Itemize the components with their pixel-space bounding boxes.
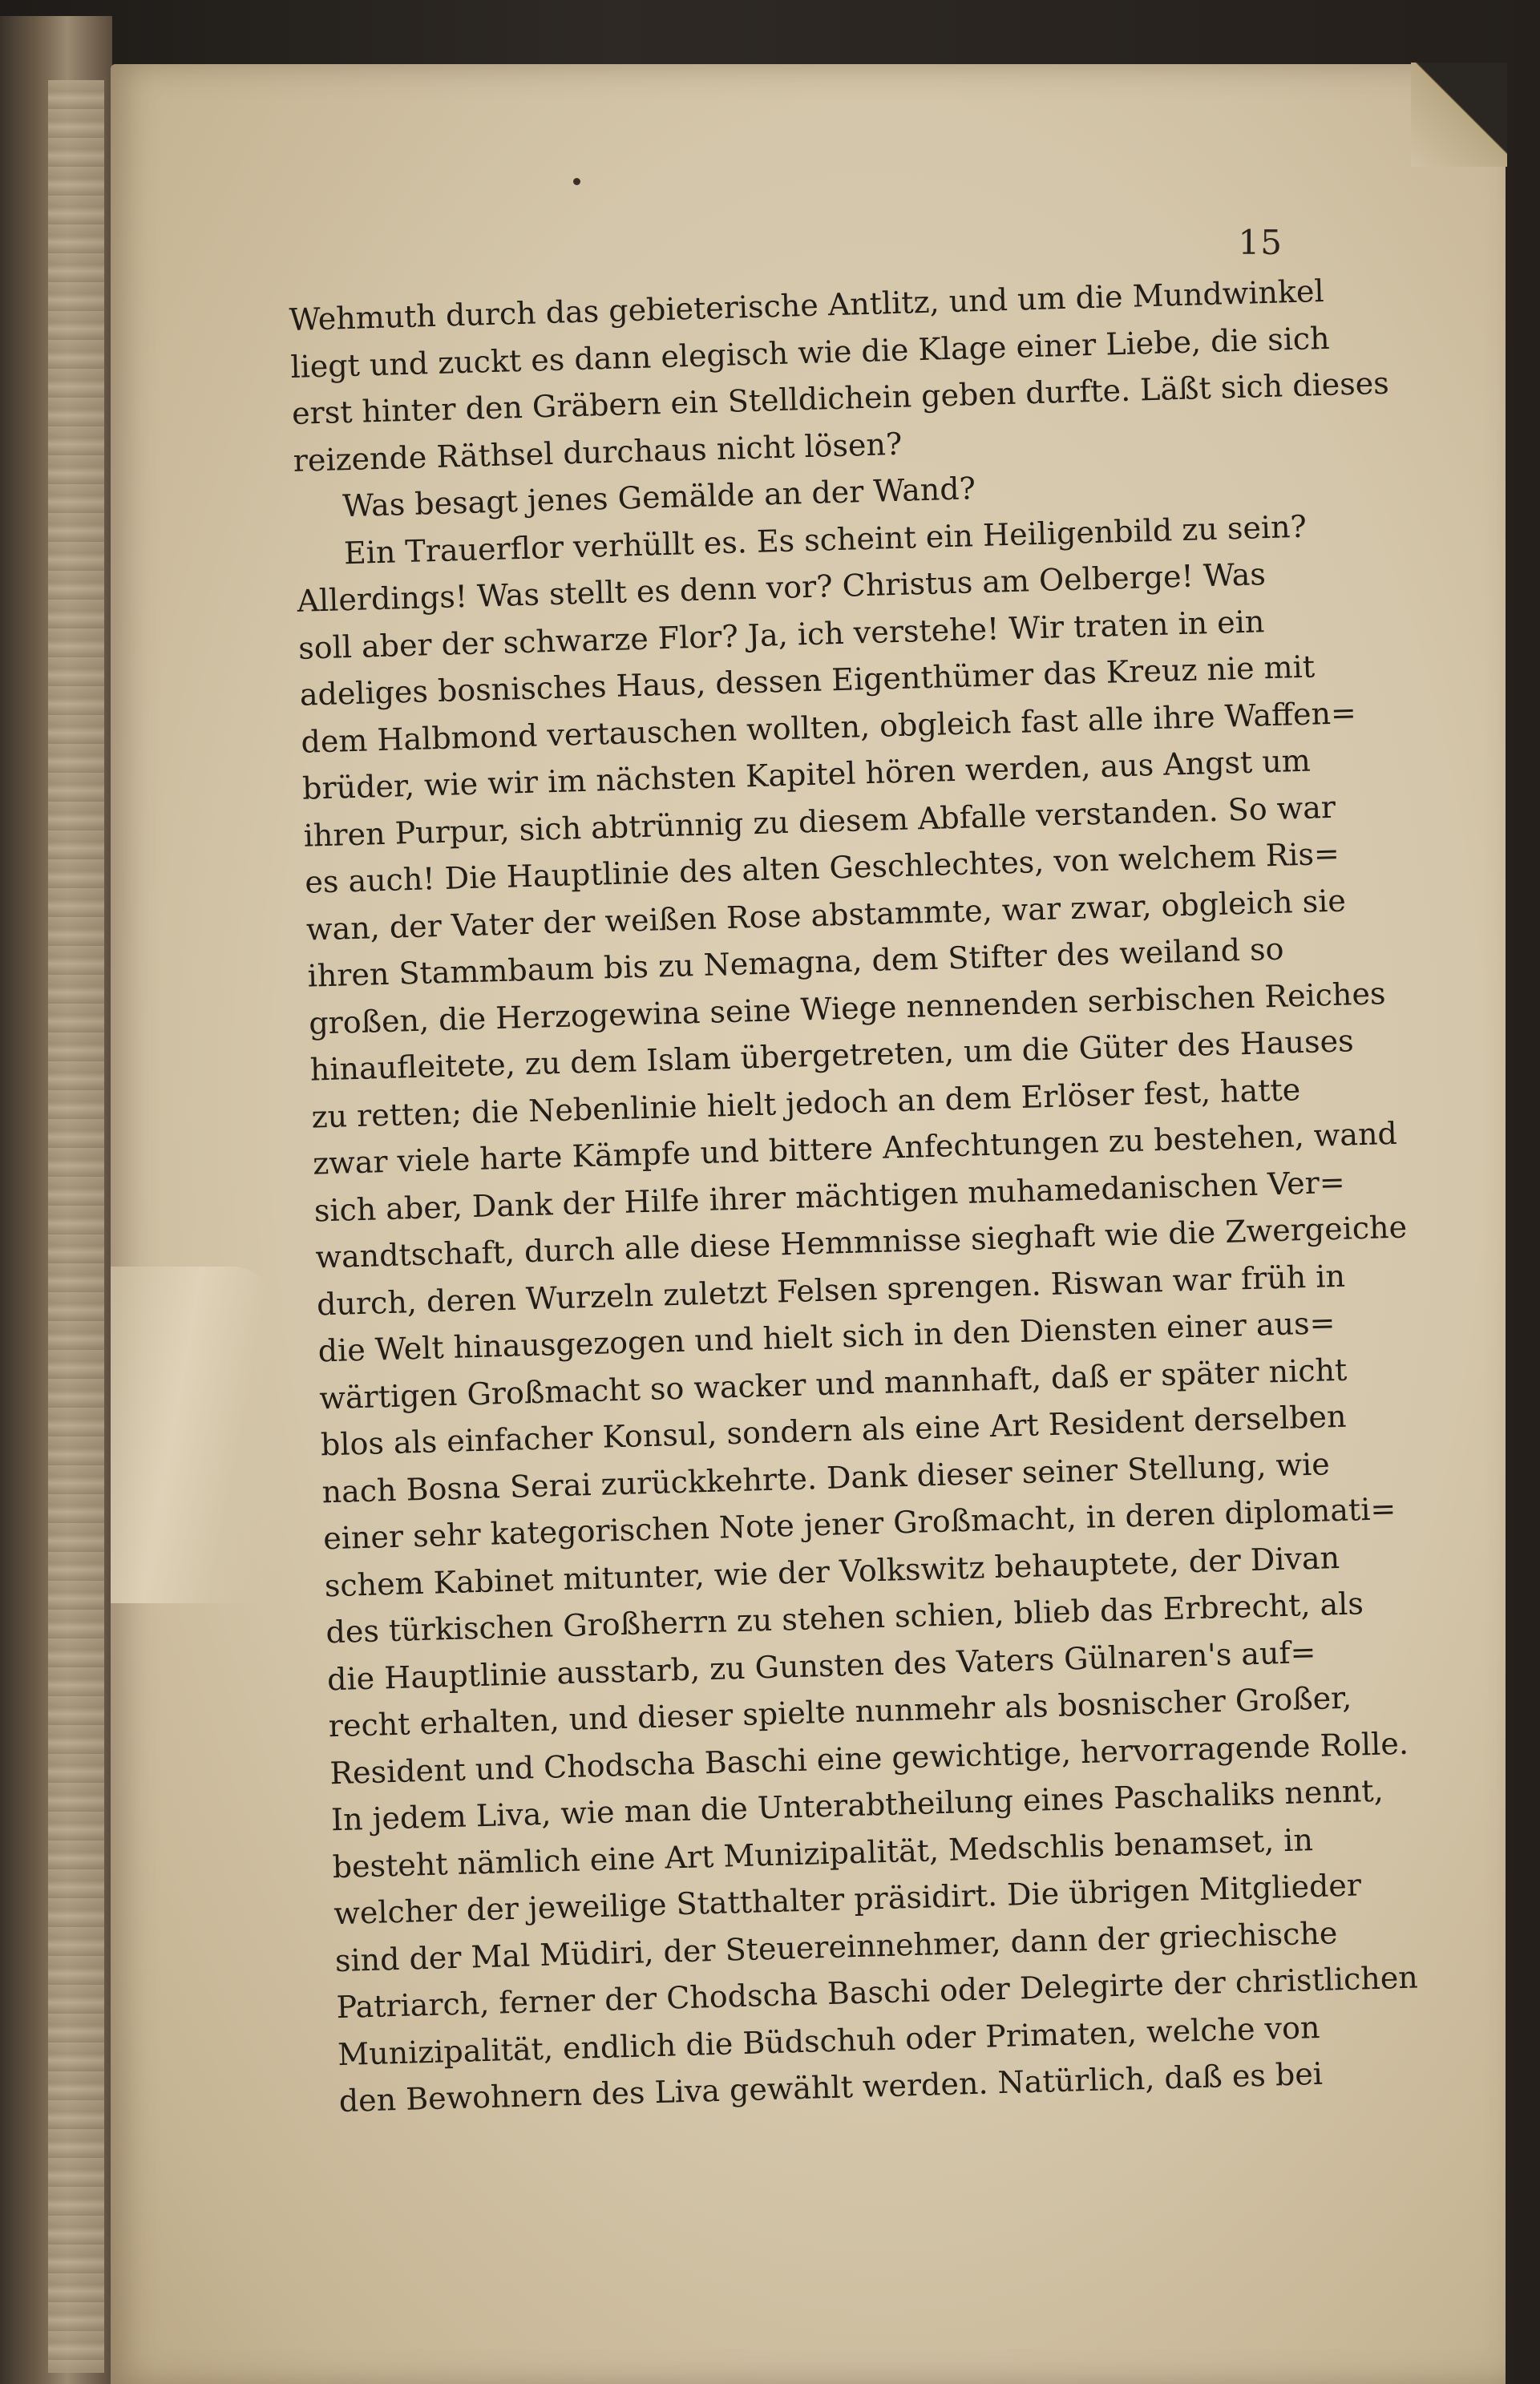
body-text [289,269,1419,2124]
text-line: recht erhalten, und dieser spielte nunmehr als bosnischer Großer, [328,1679,1352,1744]
text-line: liegt und zuckt es dann elegisch wie die Klage einer Liebe, die sich [289,320,1331,385]
spine-page-edges [48,80,104,2373]
text-line: wandtschaft, durch alle diese Hemmnisse sieghaft wie die Zwergeiche [314,1209,1408,1275]
text-line: den Bewohnern des Liva gewählt werden. Natürlich, daß es bei [338,2055,1324,2119]
text-line: nach Bosna Serai zurückkehrte. Dank dieser seiner Stellung, wie [321,1445,1331,1509]
text-line: brüder, wie wir im nächsten Kapitel hören werden, aus Angst um [301,742,1312,806]
text-line: adeliges bosnisches Haus, dessen Eigenthümer das Kreuz nie mit [299,649,1316,713]
text-line: des türkischen Großherrn zu stehen schien, blieb das Erbrecht, als [325,1586,1364,1651]
text-line: durch, deren Wurzeln zuletzt Felsen sprengen. Riswan war früh in [316,1258,1346,1323]
text-line: die Hauptlinie ausstarb, zu Gunsten des Vaters Gülnaren's auf= [326,1634,1316,1697]
text-line: blos als einfacher Konsul, sondern als eine Art Resident derselben [320,1398,1348,1463]
page-number: 15 [1238,223,1283,262]
text-line: sich aber, Dank der Hilfe ihrer mächtigen muhamedanischen Ver= [313,1164,1346,1229]
page-tear [111,1267,279,1603]
text-line: großen, die Herzogewina seine Wiege nennenden serbischen Reiches [308,975,1386,1041]
text-line: zwar viele harte Kämpfe und bittere Anfechtungen zu bestehen, wand [312,1115,1398,1182]
text-line: Allerdings! Was stellt es denn vor? Christus am Oelberge! Was [296,556,1267,619]
text-line: es auch! Die Hauptlinie des alten Geschlechtes, von welchem Ris= [304,835,1340,900]
text-line: wärtigen Großmacht so wacker und mannhaft, daß er später nicht [318,1352,1348,1416]
text-line: ihren Stammbaum bis zu Nemagna, dem Stifter des weiland so [307,931,1284,994]
text-line: Was besagt jenes Gemälde an der Wand? [342,471,976,524]
text-line: Munizipalität, endlich die Büdschuh oder Primaten, welche von [337,2009,1320,2072]
text-line: Resident und Chodscha Baschi eine gewichtige, hervorragende Rolle. [329,1725,1409,1791]
text-line: Patriarch, ferner der Chodscha Baschi oder Delegirte der christlichen [335,1959,1419,2026]
text-line: ihren Purpur, sich abtrünnig zu diesem Abfalle verstanden. So war [303,789,1336,854]
text-line: In jedem Liva, wie man die Unterabtheilung eines Paschaliks nennt, [330,1772,1384,1838]
text-line: besteht nämlich eine Art Munizipalität, Medschlis benamset, in [332,1821,1314,1885]
text-line: dem Halbmond vertauschen wollten, obgleich fast alle ihre Waffen= [300,694,1357,760]
book-spine [0,16,112,2384]
text-line: soll aber der schwarze Flor? Ja, ich verstehe! Wir traten in ein [297,603,1265,666]
text-line: schem Kabinet mitunter, wie der Volkswitz behauptete, der Divan [324,1539,1340,1603]
text-line: Wehmuth durch das gebieterische Antlitz, und um die Mundwinkel [289,273,1325,337]
text-line: reizende Räthsel durchaus nicht lösen? [293,426,903,479]
text-line: die Welt hinausgezogen und hielt sich in den Diensten einer aus= [317,1305,1336,1369]
page-corner-damage [1411,63,1507,167]
text-line: Ein Trauerflor verhüllt es. Es scheint ein Heiligenbild zu sein? [343,508,1308,571]
text-line: hinaufleitete, zu dem Islam übergetreten, um die Güter des Hauses [309,1023,1355,1088]
text-line: einer sehr kategorischen Note jener Großmacht, in deren diplomati= [322,1491,1397,1557]
text-line: wan, der Vater der weißen Rose abstammte, war zwar, obgleich sie [305,882,1347,948]
text-line: erst hinter den Gräbern ein Stelldichein geben durfte. Läßt sich dieses [291,365,1390,431]
text-line: sind der Mal Müdiri, der Steuereinnehmer, dann der griechische [334,1914,1338,1978]
ink-speck [573,178,580,185]
text-line: welcher der jeweilige Statthalter präsidirt. Die übrigen Mitglieder [333,1867,1362,1932]
text-line: zu retten; die Nebenlinie hielt jedoch an dem Erlöser fest, hatte [310,1071,1301,1135]
